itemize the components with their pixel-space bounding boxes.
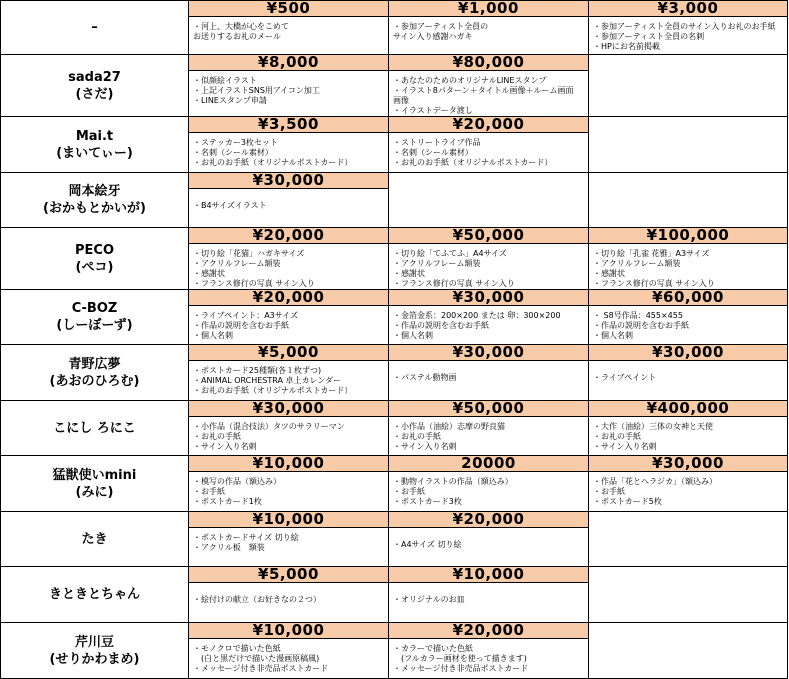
reward-item: ・イラスト8パターン＋タイトル画像＋ルーム画面 [393, 86, 574, 95]
artist-name-cell [1, 55, 189, 117]
reward-item: ・フランス修行の写真 サイン入り [193, 279, 315, 288]
reward-item: ・ライブペイント：A3サイズ [193, 311, 299, 320]
reward-item: ・お手紙 [393, 487, 425, 496]
artist-name-cell [1, 512, 189, 567]
tier-items [389, 71, 588, 116]
artist-reading: (まいてぃー) [56, 145, 133, 161]
tier-items [189, 71, 388, 106]
artist-row [1, 456, 788, 512]
reward-item: ・カラーで描いた色紙 [393, 644, 473, 653]
tier-cell [189, 290, 389, 345]
empty-tier-cell [589, 512, 788, 567]
artist-row [1, 117, 788, 173]
reward-item: ・LINEスタンプ申請 [193, 96, 267, 105]
tier-cell [389, 117, 589, 173]
reward-item: ・イラストデータ渡し [393, 106, 473, 115]
artist-name-cell [1, 456, 189, 512]
artist-row [1, 512, 788, 567]
reward-item: ・お手紙 [593, 487, 625, 496]
reward-item: ・参加アーティスト全員の [393, 22, 489, 31]
reward-item: ・お礼のお手紙（オリジナルポストカード） [193, 158, 353, 167]
reward-item: ・アクリルフレーム額装 [193, 259, 281, 268]
artist-row [1, 567, 788, 623]
tier-price: ¥400,000 [589, 401, 787, 417]
reward-item: ・作品の説明を含むお手紙 [393, 321, 489, 330]
tier-cell [389, 55, 589, 117]
tier-items [389, 306, 588, 341]
reward-item: ・切り絵「てふてふ」A4サイズ [393, 249, 507, 258]
reward-item: ・ステッカー3枚セット [193, 138, 278, 147]
tier-cell [189, 623, 389, 679]
reward-item: ・アクリルフレーム額装 [593, 259, 681, 268]
tier-items [189, 17, 388, 42]
artist-name: sada27 [68, 69, 121, 85]
artist-row [1, 623, 788, 679]
reward-item: ・アクリル板 額装 [193, 543, 265, 552]
artist-row [1, 173, 788, 228]
tier-price: ¥1,000 [389, 1, 588, 17]
tier-items [189, 133, 388, 168]
tier-price: ¥3,500 [189, 117, 388, 133]
reward-item: ・フランス修行の写真 サイン入り [393, 279, 515, 288]
reward-item: ・ポストカード3枚 [393, 497, 462, 506]
reward-item: ・お礼の手紙 [593, 432, 641, 441]
empty-tier-cell [589, 567, 788, 623]
reward-item: ・B4サイズイラスト [193, 201, 267, 210]
tier-items [189, 361, 388, 396]
artist-row [1, 345, 788, 401]
tier-cell [189, 456, 389, 512]
tier-price: ¥50,000 [389, 228, 588, 244]
reward-item: お送りするお礼のメール [193, 32, 281, 41]
artist-name: PECO [75, 242, 114, 258]
tier-cell [589, 290, 788, 345]
tier-price: 20000 [389, 456, 588, 472]
artist-row [1, 290, 788, 345]
reward-item: ・A4サイズ 切り絵 [393, 540, 462, 549]
tier-items [389, 639, 588, 674]
tier-price: ¥20,000 [389, 117, 588, 133]
reward-item: ・お礼のお手紙（オリジナルポストカード） [393, 158, 553, 167]
tier-cell [389, 401, 589, 456]
tier-cell [189, 401, 389, 456]
reward-item: ・サイン入り名刺 [593, 442, 657, 451]
tier-items [589, 306, 787, 341]
artist-name: 芹川豆 [74, 634, 114, 650]
tier-cell [189, 345, 389, 401]
reward-item: ・大作（油絵）三体の女神と天使 [593, 422, 713, 431]
reward-item: ・感謝状 [593, 269, 625, 278]
tier-items [189, 244, 388, 289]
tier-items [389, 472, 588, 507]
tier-price: ¥20,000 [389, 623, 588, 639]
reward-item: ・HPにお名前掲載 [593, 42, 660, 51]
tier-price: ¥30,000 [189, 173, 388, 189]
tier-items [389, 528, 588, 550]
artist-name-cell [1, 567, 189, 623]
tier-price: ¥80,000 [389, 55, 588, 71]
tier-price: ¥3,000 [589, 1, 787, 17]
reward-item: ・パステル動物画 [393, 373, 457, 382]
reward-item: ・作品の説明を含むお手紙 [193, 321, 289, 330]
reward-item: ・ライブペイント [593, 373, 657, 382]
tier-items [189, 583, 388, 605]
reward-item: ・メッセージ付き非売品ポストカード [393, 664, 529, 673]
tier-cell [189, 173, 389, 228]
reward-item: ・河上、大橋が心をこめて [193, 22, 289, 31]
artist-row [1, 55, 788, 117]
reward-item: ・作品「花とヘラジカ」（額込み） [593, 477, 717, 486]
reward-item: ・個人名刺 [193, 331, 233, 340]
reward-item: ・参加アーティスト全員の名刺 [593, 32, 705, 41]
reward-item: ・フランス修行の写真 サイン入り [593, 279, 715, 288]
empty-tier-cell [589, 173, 788, 228]
tier-price: ¥30,000 [189, 401, 388, 417]
tier-items [589, 472, 787, 507]
artist-name: こにし ろにこ [53, 420, 136, 436]
reward-item: サイン入り感謝ハガキ [393, 32, 473, 41]
tier-items [389, 133, 588, 168]
reward-item: ・お手紙 [193, 487, 225, 496]
tier-price: ¥10,000 [189, 623, 388, 639]
tier-items [389, 583, 588, 605]
empty-tier-cell [389, 173, 589, 228]
tier-cell [589, 1, 788, 55]
artist-reading: (ペコ) [75, 259, 114, 275]
artist-name: Mai.t [75, 128, 114, 144]
reward-item: ・ANIMAL ORCHESTRA 卓上カレンダー [193, 376, 341, 385]
reward-item: ・アクリルフレーム額装 [393, 259, 481, 268]
artist-name-cell [1, 401, 189, 456]
reward-item: ・ポストカード25種類(各１枚ずつ) [193, 366, 322, 375]
tier-cell [189, 55, 389, 117]
tier-cell [389, 1, 589, 55]
reward-item: ・お礼の手紙 [193, 432, 241, 441]
reward-item: ・ポストカード5枚 [593, 497, 662, 506]
tier-cell [589, 456, 788, 512]
reward-table-body [1, 1, 788, 679]
artist-name: 青野広夢 [68, 356, 121, 372]
tier-items [589, 417, 787, 452]
tier-cell [389, 290, 589, 345]
reward-item: ・作品の説明を含むお手紙 [593, 321, 689, 330]
artist-name-cell [1, 623, 189, 679]
artist-name: きときとちゃん [48, 587, 140, 602]
tier-cell [389, 567, 589, 623]
tier-cell [189, 1, 389, 55]
tier-price: ¥5,000 [189, 567, 388, 583]
reward-item: ・絵付けの献立（お好きなの２つ） [193, 595, 321, 604]
reward-item: ・参加アーティスト全員のサイン入りお礼のお手紙 [593, 22, 776, 31]
tier-cell [589, 345, 788, 401]
tier-items [189, 417, 388, 452]
tier-price: ¥30,000 [589, 345, 787, 361]
reward-item: ・切り絵「花猫」ハガキサイズ [193, 249, 305, 258]
reward-item: ・名刺（シール素材） [393, 148, 473, 157]
tier-cell [189, 512, 389, 567]
reward-item: ・あなたのためのオリジナルLINEスタンプ [393, 76, 547, 85]
reward-item: ・モノクロで描いた色紙 [193, 644, 281, 653]
tier-items [589, 17, 787, 52]
tier-cell [389, 512, 589, 567]
reward-item: ・ポストカードサイズ 切り絵 [193, 533, 299, 542]
tier-items [389, 244, 588, 289]
reward-item: ・ポストカード1枚 [193, 497, 262, 506]
tier-cell [389, 456, 589, 512]
tier-price: ¥500 [189, 1, 388, 17]
tier-price: ¥10,000 [389, 567, 588, 583]
tier-price: ¥10,000 [189, 512, 388, 528]
reward-item: ・似顔絵イラスト [193, 76, 257, 85]
reward-item: ・動物イラストの作品（額込み） [393, 477, 513, 486]
artist-reading: (しーぼーず) [56, 318, 133, 333]
reward-item: (フルカラー画材を使って描きます) [393, 654, 527, 663]
artist-name-cell [1, 117, 189, 173]
tier-items [589, 244, 787, 289]
reward-item: ・メッセージ付き非売品ポストカード [193, 664, 329, 673]
empty-tier-cell [589, 623, 788, 679]
reward-item: ・ストリートライブ作品 [393, 138, 481, 147]
tier-price: ¥30,000 [589, 456, 787, 472]
reward-item: ・感謝状 [193, 269, 225, 278]
tier-cell [389, 345, 589, 401]
reward-item: ・サイン入り名刺 [393, 442, 457, 451]
reward-item: ・小作品（油絵）志摩の野良猫 [393, 422, 505, 431]
artist-name: 岡本絵牙 [68, 184, 121, 199]
artist-name: – [91, 20, 98, 35]
reward-item: ・個人名刺 [393, 331, 433, 340]
artist-reading: (おかもとかいが) [43, 201, 146, 216]
reward-item: ・サイン入り名刺 [193, 442, 257, 451]
tier-price: ¥30,000 [389, 345, 588, 361]
tier-price: ¥100,000 [589, 228, 787, 244]
reward-item: ・上記イラストSNS用アイコン加工 [193, 86, 320, 95]
reward-item: (白と黒だけで描いた漫画原稿風) [193, 654, 320, 663]
tier-price: ¥10,000 [189, 456, 388, 472]
tier-cell [189, 228, 389, 290]
reward-item: ・個人名刺 [593, 331, 633, 340]
tier-cell [589, 401, 788, 456]
artist-reading: (さだ) [75, 86, 114, 102]
artist-row [1, 228, 788, 290]
tier-price: ¥20,000 [389, 512, 588, 528]
reward-item: ・切り絵「孔雀 花雅」A3サイズ [593, 249, 710, 258]
reward-item: ・お礼の手紙 [393, 432, 441, 441]
artist-reading: (みに) [75, 484, 114, 500]
tier-items [189, 472, 388, 507]
artist-name: C-BOZ [71, 301, 118, 316]
tier-price: ¥30,000 [389, 290, 588, 306]
tier-items [389, 361, 588, 383]
reward-item: ・名刺（シール素材） [193, 148, 273, 157]
reward-item: ・模写の作品（額込み） [193, 477, 281, 486]
reward-item: 画像 [393, 96, 409, 105]
artist-reading: (あおのひろむ) [49, 373, 140, 389]
artist-row [1, 1, 788, 55]
tier-items [389, 417, 588, 452]
tier-items [389, 17, 588, 42]
reward-item: ・感謝状 [393, 269, 425, 278]
artist-name-cell [1, 1, 189, 55]
tier-items [189, 639, 388, 674]
reward-item: ・お礼のお手紙（オリジナルポストカード） [193, 386, 353, 395]
tier-cell [589, 228, 788, 290]
artist-name-cell [1, 228, 189, 290]
empty-tier-cell [589, 55, 788, 117]
artist-name: 猛獣使いmini [52, 467, 137, 483]
artist-name: たき [81, 531, 108, 547]
tier-price: ¥60,000 [589, 290, 787, 306]
tier-items [189, 189, 388, 211]
tier-price: ¥20,000 [189, 228, 388, 244]
tier-items [189, 528, 388, 553]
empty-tier-cell [589, 117, 788, 173]
reward-item: ・オリジナルのお皿 [393, 595, 465, 604]
artist-name-cell [1, 173, 189, 228]
tier-price: ¥50,000 [389, 401, 588, 417]
artist-name-cell [1, 345, 189, 401]
artist-row [1, 401, 788, 456]
reward-item: ・金箔金系：200×200 または 卵：300×200 [393, 311, 561, 320]
tier-cell [389, 623, 589, 679]
artist-name-cell [1, 290, 189, 345]
tier-price: ¥5,000 [189, 345, 388, 361]
tier-items [589, 361, 787, 383]
tier-price: ¥20,000 [189, 290, 388, 306]
tier-items [189, 306, 388, 341]
reward-item: ・ S8号作品：455×455 [593, 311, 683, 320]
tier-cell [189, 117, 389, 173]
tier-cell [389, 228, 589, 290]
reward-item: ・小作品（混合技法）タツのサラリーマン [193, 422, 345, 431]
artist-reading: (せりかわまめ) [49, 651, 140, 667]
tier-price: ¥8,000 [189, 55, 388, 71]
tier-cell [189, 567, 389, 623]
